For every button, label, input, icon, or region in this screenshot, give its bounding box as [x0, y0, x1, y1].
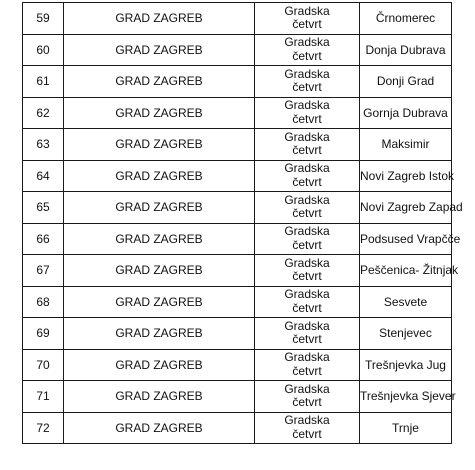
unit-type-line2: četvrt: [292, 48, 322, 63]
district-name-cell: Stenjevec: [360, 318, 452, 350]
row-number: 72: [23, 412, 64, 444]
unit-type-line2: četvrt: [292, 363, 322, 378]
unit-type-cell: [255, 160, 360, 192]
unit-type-cell: [255, 349, 360, 381]
district-name-cell: Donja Dubrava: [360, 34, 452, 66]
unit-type-line2: četvrt: [292, 111, 322, 126]
table-row: [23, 318, 452, 350]
unit-type-line1: Gradska: [284, 318, 330, 333]
row-number: 62: [23, 97, 64, 129]
city-cell: GRAD ZAGREB: [64, 286, 255, 318]
unit-type-cell: [255, 412, 360, 444]
district-table: [22, 2, 463, 444]
district-table-container: [22, 2, 463, 444]
city-cell: GRAD ZAGREB: [64, 223, 255, 255]
city-cell: GRAD ZAGREB: [64, 381, 255, 413]
row-number: 71: [23, 381, 64, 413]
unit-type-cell: [255, 255, 360, 287]
unit-type-line2: četvrt: [292, 174, 322, 189]
city-cell: GRAD ZAGREB: [64, 129, 255, 161]
row-number: 64: [23, 160, 64, 192]
city-cell: GRAD ZAGREB: [64, 34, 255, 66]
table-row: [23, 223, 452, 255]
district-name-cell: Sesvete: [360, 286, 452, 318]
table-row: [23, 412, 452, 444]
unit-type-line2: četvrt: [292, 426, 322, 441]
unit-type-cell: [255, 286, 360, 318]
district-name-cell: Novi Zagreb Zapad: [360, 192, 452, 224]
unit-type-cell: [255, 66, 360, 98]
city-cell: GRAD ZAGREB: [64, 66, 255, 98]
unit-type-cell: [255, 97, 360, 129]
unit-type-line1: Gradska: [284, 287, 330, 302]
city-cell: GRAD ZAGREB: [64, 160, 255, 192]
table-row: [23, 34, 452, 66]
unit-type-line1: Gradska: [284, 66, 330, 81]
row-number: 59: [23, 3, 64, 35]
district-name-cell: Trešnjevka Sjever: [360, 381, 452, 413]
unit-type-line2: četvrt: [292, 206, 322, 221]
unit-type-cell: [255, 129, 360, 161]
city-cell: GRAD ZAGREB: [64, 349, 255, 381]
district-name-cell: Podsused Vrapčče: [360, 223, 452, 255]
unit-type-line1: Gradska: [284, 3, 330, 18]
unit-type-cell: [255, 192, 360, 224]
unit-type-line2: četvrt: [292, 300, 322, 315]
district-name-cell: Črnomerec: [360, 3, 452, 35]
unit-type-line1: Gradska: [284, 381, 330, 396]
unit-type-line2: četvrt: [292, 143, 322, 158]
row-number: 66: [23, 223, 64, 255]
row-number: 61: [23, 66, 64, 98]
city-cell: GRAD ZAGREB: [64, 97, 255, 129]
unit-type-line2: četvrt: [292, 269, 322, 284]
unit-type-line2: četvrt: [292, 17, 322, 32]
table-row: [23, 97, 452, 129]
row-number: 63: [23, 129, 64, 161]
unit-type-line1: Gradska: [284, 192, 330, 207]
unit-type-cell: [255, 318, 360, 350]
unit-type-cell: [255, 223, 360, 255]
district-name-cell: Gornja Dubrava: [360, 97, 452, 129]
district-name-cell: Trešnjevka Jug: [360, 349, 452, 381]
city-cell: GRAD ZAGREB: [64, 192, 255, 224]
row-number: 67: [23, 255, 64, 287]
city-cell: GRAD ZAGREB: [64, 412, 255, 444]
table-row: [23, 286, 452, 318]
unit-type-line2: četvrt: [292, 80, 322, 95]
unit-type-line1: Gradska: [284, 413, 330, 428]
table-row: [23, 192, 452, 224]
table-row: [23, 66, 452, 98]
unit-type-line1: Gradska: [284, 224, 330, 239]
district-name-cell: Novi Zagreb Istok: [360, 160, 452, 192]
unit-type-cell: [255, 3, 360, 35]
city-cell: GRAD ZAGREB: [64, 3, 255, 35]
row-number: 65: [23, 192, 64, 224]
table-row: [23, 129, 452, 161]
table-row: [23, 255, 452, 287]
row-number: 69: [23, 318, 64, 350]
unit-type-cell: [255, 34, 360, 66]
unit-type-line1: Gradska: [284, 98, 330, 113]
unit-type-line2: četvrt: [292, 332, 322, 347]
row-number: 60: [23, 34, 64, 66]
district-name-cell: Maksimir: [360, 129, 452, 161]
city-cell: GRAD ZAGREB: [64, 318, 255, 350]
unit-type-line2: četvrt: [292, 237, 322, 252]
row-number: 70: [23, 349, 64, 381]
table-row: [23, 381, 452, 413]
district-name-cell: Peščenica- Žitnjak: [360, 255, 452, 287]
city-cell: GRAD ZAGREB: [64, 255, 255, 287]
unit-type-line2: četvrt: [292, 395, 322, 410]
unit-type-cell: [255, 381, 360, 413]
table-row: [23, 349, 452, 381]
unit-type-line1: Gradska: [284, 35, 330, 50]
row-number: 68: [23, 286, 64, 318]
table-row: [23, 160, 452, 192]
unit-type-line1: Gradska: [284, 161, 330, 176]
table-row: [23, 3, 452, 35]
district-name-cell: Donji Grad: [360, 66, 452, 98]
unit-type-line1: Gradska: [284, 255, 330, 270]
district-name-cell: Trnje: [360, 412, 452, 444]
unit-type-line1: Gradska: [284, 350, 330, 365]
unit-type-line1: Gradska: [284, 129, 330, 144]
